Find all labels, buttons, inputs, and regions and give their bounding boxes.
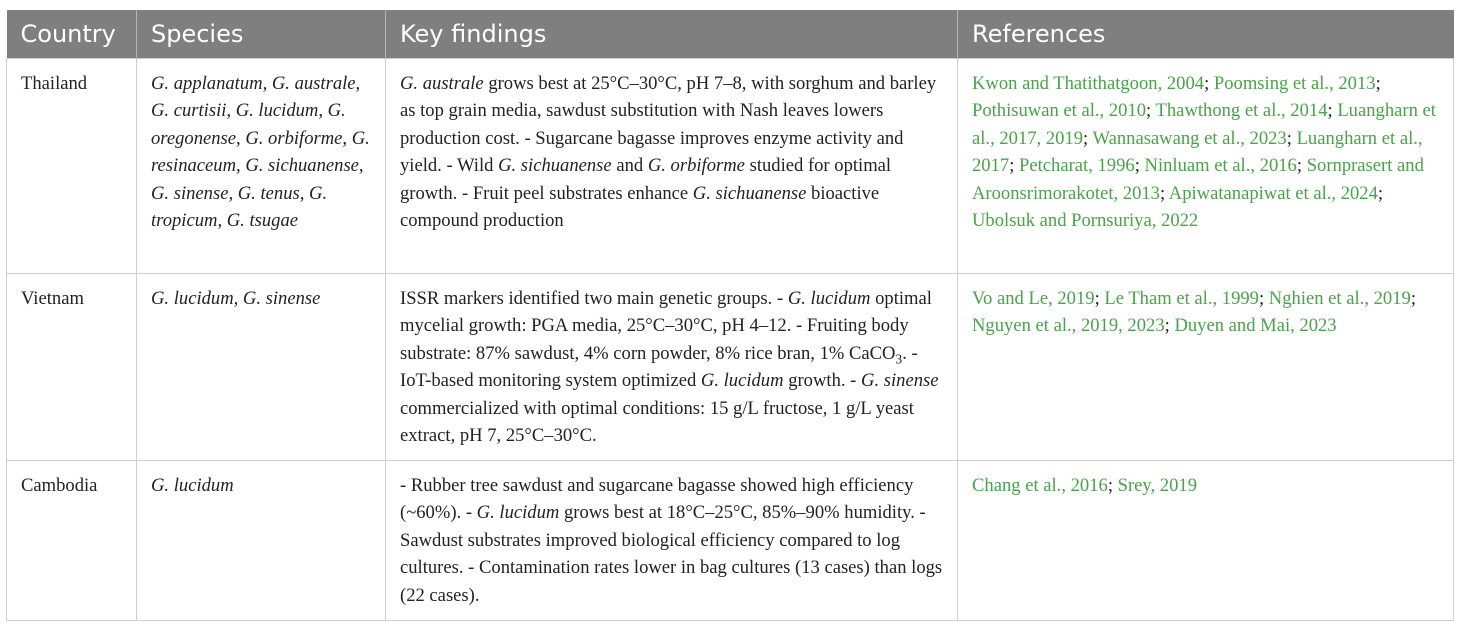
findings-text: G. lucidum: [787, 287, 871, 309]
findings-cell: [386, 273, 958, 460]
findings-text: G. orbiforme: [647, 155, 745, 176]
reference-link[interactable]: Duyen and Mai, 2023: [1174, 315, 1337, 336]
species-cell: G. lucidum: [137, 460, 386, 620]
reference-link[interactable]: Petcharat, 1996: [1019, 155, 1135, 176]
country-cell: Thailand: [7, 58, 137, 273]
findings-text: and: [611, 155, 648, 176]
country-cell: Vietnam: [7, 273, 137, 460]
species-cell: G. applanatum, G. australe, G. curtisii, G. lucidum, G. oregonense, G. orbiforme, G. resinaceum, G. sichuanense, G. sinense, G. tenus, G. tropicum, G. tsugae: [137, 58, 386, 273]
reference-link[interactable]: Kwon and Thatithatgoon, 2004: [972, 72, 1205, 94]
findings-text: commercialized with optimal conditions: 15 g/L fructose, 1 g/L yeast extract, pH 7, 25°C–30°C.: [400, 397, 914, 446]
findings-text: bioactive compound production: [400, 182, 880, 231]
findings-cell: [386, 460, 958, 620]
table-row: [7, 460, 1454, 620]
findings-text: G. australe: [400, 72, 484, 94]
reference-link[interactable]: Apiwatanapiwat et al., 2024: [1168, 182, 1378, 204]
table-row: [7, 58, 1454, 273]
reference-link[interactable]: Luangharn et al., 2017: [972, 127, 1423, 176]
references-cell: Vo and Le, 2019; Le Tham et al., 1999; Nghien et al., 2019; Nguyen et al., 2019, 2023; Duyen and Mai, 2023: [958, 273, 1454, 460]
findings-text: ISSR markers identified two main genetic groups. -: [400, 287, 788, 309]
findings-cell: [386, 58, 958, 273]
reference-link[interactable]: Le Tham et al., 1999: [1104, 287, 1259, 309]
references-cell: Chang et al., 2016; Srey, 2019: [958, 460, 1454, 620]
findings-text: grows best at 18°C–25°C, 85%–90% humidity. - Sawdust substrates improved biological efficiency compared to log cultures. - Contamination rates lower in bag cultures (13 cases) than logs (22 cases).: [400, 502, 943, 606]
findings-text: G. lucidum: [476, 502, 560, 523]
findings-text: optimal mycelial growth: PGA media, 25°C–30°C, pH 4–12. - Fruiting body substrate: 87% sawdust, 4% corn powder, 8% rice bran, 1% CaCO: [400, 287, 932, 364]
reference-link[interactable]: Wannasawang et al., 2023: [1092, 127, 1287, 149]
reference-link[interactable]: Nghien et al., 2019: [1268, 287, 1411, 309]
findings-text: . - IoT-based monitoring system optimized: [400, 342, 918, 391]
findings-text: G. sichuanense: [692, 182, 807, 204]
header-row: [7, 10, 1454, 58]
table-row: [7, 273, 1454, 460]
reference-link[interactable]: Pothisuwan et al., 2010: [972, 100, 1147, 121]
species-cell: G. lucidum, G. sinense: [137, 273, 386, 460]
reference-link[interactable]: Vo and Le, 2019: [972, 287, 1095, 309]
reference-link[interactable]: Luangharn et al., 2017, 2019: [972, 100, 1436, 149]
findings-text: G. sichuanense: [498, 155, 612, 176]
findings-text: growth. -: [783, 370, 862, 391]
header-references: References: [958, 10, 1454, 58]
reference-link[interactable]: Nguyen et al., 2019, 2023: [972, 315, 1165, 336]
header-key-findings: Key findings: [386, 10, 958, 58]
reference-link[interactable]: Chang et al., 2016: [972, 474, 1108, 496]
data-table: [6, 10, 1454, 621]
findings-text: grows best at 25°C–30°C, pH 7–8, with sorghum and barley as top grain media, sawdust substitution with Nash leaves lowers production cost. - Sugarcane bagasse improves enzyme activity and yield. - Wild: [400, 72, 937, 176]
findings-text: - Rubber tree sawdust and sugarcane bagasse showed high efficiency (~60%). -: [400, 474, 914, 523]
reference-link[interactable]: Thawthong et al., 2014: [1155, 100, 1328, 121]
findings-text: 3: [895, 351, 903, 367]
findings-text: studied for optimal growth. - Fruit peel substrates enhance: [400, 155, 892, 204]
header-country: Country: [7, 10, 137, 58]
reference-link[interactable]: Ninluam et al., 2016: [1144, 155, 1297, 176]
reference-link[interactable]: Srey, 2019: [1117, 474, 1197, 496]
references-cell: Kwon and Thatithatgoon, 2004; Poomsing et al., 2013; Pothisuwan et al., 2010; Thawthong et al., 2014; Luangharn et al., 2017, 2019; Wannasawang et al., 2023; Luangharn et al., 2017; Petcharat, 1996; Ninluam et al., 2016; Sornprasert and Aroonsrimorakotet, 2013; Apiwatanapiwat et al., 2024; Ubolsuk and Pornsuriya, 2022: [958, 58, 1454, 273]
reference-link[interactable]: Ubolsuk and Pornsuriya, 2022: [972, 210, 1199, 231]
country-cell: Cambodia: [7, 460, 137, 620]
reference-link[interactable]: Sornprasert and Aroonsrimorakotet, 2013: [972, 155, 1424, 204]
table-container: [6, 10, 1453, 621]
reference-link[interactable]: Poomsing et al., 2013: [1213, 72, 1376, 94]
findings-text: G. lucidum: [700, 370, 784, 391]
findings-text: G. sinense: [861, 370, 939, 391]
header-species: Species: [137, 10, 386, 58]
